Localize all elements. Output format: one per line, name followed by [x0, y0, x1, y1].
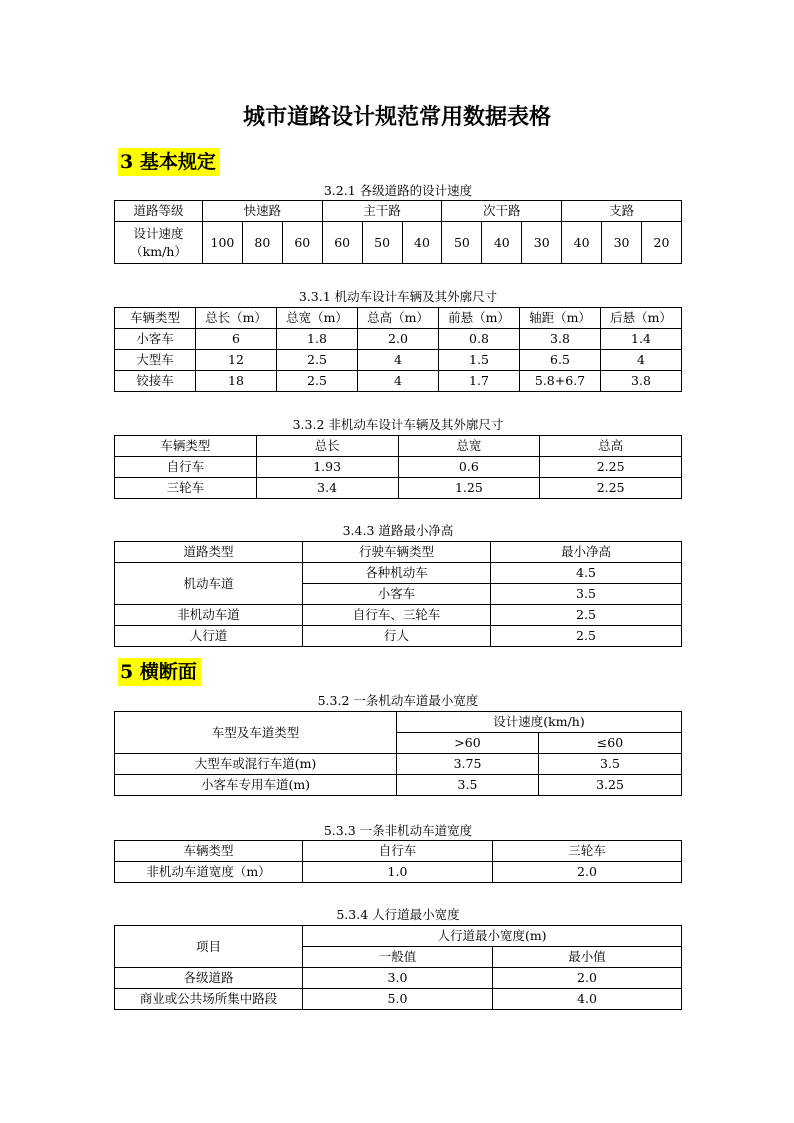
table-cell: 12: [196, 350, 277, 371]
header-cell: 支路: [562, 201, 682, 222]
table-cell: 6: [196, 329, 277, 350]
header-cell: 总宽: [398, 436, 540, 457]
table-row: [115, 754, 682, 775]
table-cell: 40: [562, 222, 602, 264]
table-cell: 1.5: [439, 350, 520, 371]
table-cell: 20: [641, 222, 681, 264]
table-caption-3-3-2: 3.3.2 非机动车设计车辆及其外廓尺寸: [292, 417, 504, 432]
table-cell: 2.25: [540, 478, 682, 499]
table-cell: 80: [242, 222, 282, 264]
table-cell: 40: [402, 222, 442, 264]
table-cell: 各级道路: [115, 968, 303, 989]
table-cell: 100: [203, 222, 243, 264]
header-cell: 设计速度(km/h): [397, 712, 682, 733]
table-row: [115, 329, 682, 350]
table-cell: 3.8: [601, 371, 682, 392]
header-cell: 车辆类型: [115, 436, 257, 457]
table-cell: 2.5: [277, 371, 358, 392]
table-cell: 商业或公共场所集中路段: [115, 989, 303, 1010]
non-motor-vehicle-dimensions-table: [114, 435, 682, 499]
header-cell: 自行车: [303, 841, 493, 862]
header-cell: >60: [397, 733, 539, 754]
table-row: [115, 605, 682, 626]
table-cell: 50: [442, 222, 482, 264]
table-cell: 50: [362, 222, 402, 264]
table-cell: 3.75: [397, 754, 539, 775]
header-cell: 总高（m）: [358, 308, 439, 329]
header-cell: 行驶车辆类型: [303, 542, 491, 563]
sidewalk-width-table: [114, 925, 682, 1010]
header-cell: 后悬（m）: [601, 308, 682, 329]
table-cell: 1.8: [277, 329, 358, 350]
table-cell: 4.5: [491, 563, 682, 584]
table-cell: 1.25: [398, 478, 540, 499]
table-row: [115, 222, 682, 264]
section-heading-cross-section: 5 横断面: [118, 658, 201, 686]
table-cell: 自行车: [115, 457, 257, 478]
table-cell: 3.5: [397, 775, 539, 796]
row-header-cell: 设计速度（km/h）: [115, 222, 203, 264]
table-header-row: [115, 926, 682, 947]
design-speed-table: [114, 200, 682, 264]
table-cell: 人行道: [115, 626, 303, 647]
header-cell: 总长（m）: [196, 308, 277, 329]
table-cell: 0.6: [398, 457, 540, 478]
table-cell: 60: [282, 222, 322, 264]
table-cell: 3.0: [303, 968, 493, 989]
table-cell: 1.93: [256, 457, 398, 478]
table-cell: 2.25: [540, 457, 682, 478]
table-cell: 各种机动车: [303, 563, 491, 584]
table-header-row: [115, 436, 682, 457]
table-row: [115, 350, 682, 371]
header-cell: 快速路: [203, 201, 323, 222]
header-cell: 轴距（m）: [520, 308, 601, 329]
header-cell: 主干路: [322, 201, 442, 222]
header-cell: 最小值: [493, 947, 682, 968]
table-cell: 2.5: [491, 626, 682, 647]
table-cell: 4: [358, 350, 439, 371]
header-cell: 总高: [540, 436, 682, 457]
table-cell: 小客车: [115, 329, 196, 350]
table-header-row: [115, 841, 682, 862]
table-header-row: [115, 308, 682, 329]
table-cell: 小客车: [303, 584, 491, 605]
table-row: [115, 862, 682, 883]
table-row: [115, 371, 682, 392]
table-cell: 1.7: [439, 371, 520, 392]
table-cell: 0.8: [439, 329, 520, 350]
table-caption-3-3-1: 3.3.1 机动车设计车辆及其外廓尺寸: [298, 289, 498, 304]
table-cell: 30: [602, 222, 642, 264]
table-cell: 40: [482, 222, 522, 264]
table-cell: 6.5: [520, 350, 601, 371]
table-header-row: [115, 201, 682, 222]
table-cell: 3.8: [520, 329, 601, 350]
table-cell: 自行车、三轮车: [303, 605, 491, 626]
header-cell: 次干路: [442, 201, 562, 222]
table-caption-5-3-3: 5.3.3 一条非机动车道宽度: [323, 823, 473, 838]
table-cell: 铰接车: [115, 371, 196, 392]
header-cell: 最小净高: [491, 542, 682, 563]
table-cell: 3.5: [491, 584, 682, 605]
table-cell: 60: [322, 222, 362, 264]
document-title: 城市道路设计规范常用数据表格: [242, 104, 551, 130]
table-caption-5-3-4: 5.3.4 人行道最小宽度: [336, 907, 460, 922]
header-cell: 车辆类型: [115, 841, 303, 862]
table-cell: 2.0: [358, 329, 439, 350]
header-cell: 人行道最小宽度(m): [303, 926, 682, 947]
table-cell: 4.0: [493, 989, 682, 1010]
table-cell: 小客车专用车道(m): [115, 775, 397, 796]
table-cell: 4: [601, 350, 682, 371]
header-cell: 道路类型: [115, 542, 303, 563]
header-cell: 项目: [115, 926, 303, 968]
section-heading-basic-rules: 3 基本规定: [118, 148, 220, 176]
table-cell: 机动车道: [115, 563, 303, 605]
non-motor-lane-width-table: [114, 840, 682, 883]
table-header-row: [115, 542, 682, 563]
motor-vehicle-dimensions-table: [114, 307, 682, 392]
table-cell: 3.5: [539, 754, 682, 775]
table-caption-3-4-3: 3.4.3 道路最小净高: [342, 523, 454, 538]
table-header-row: [115, 712, 682, 733]
table-cell: 1.4: [601, 329, 682, 350]
header-cell: 前悬（m）: [439, 308, 520, 329]
motor-lane-width-table: [114, 711, 682, 796]
table-cell: 2.0: [493, 862, 682, 883]
header-cell: 车辆类型: [115, 308, 196, 329]
table-cell: 非机动车道: [115, 605, 303, 626]
table-cell: 18: [196, 371, 277, 392]
header-cell: 车型及车道类型: [115, 712, 397, 754]
table-cell: 5.8+6.7: [520, 371, 601, 392]
table-cell: 非机动车道宽度（m）: [115, 862, 303, 883]
table-row: [115, 478, 682, 499]
table-cell: 行人: [303, 626, 491, 647]
table-caption-3-2-1: 3.2.1 各级道路的设计速度: [323, 183, 473, 198]
table-caption-5-3-2: 5.3.2 一条机动车道最小宽度: [317, 693, 479, 708]
minimum-clearance-table: [114, 541, 682, 647]
header-cell: 三轮车: [493, 841, 682, 862]
header-cell: ≤60: [539, 733, 682, 754]
table-row: [115, 968, 682, 989]
header-cell: 总宽（m）: [277, 308, 358, 329]
table-cell: 30: [522, 222, 562, 264]
table-cell: 大型车或混行车道(m): [115, 754, 397, 775]
table-row: [115, 563, 682, 584]
table-row: [115, 457, 682, 478]
table-cell: 3.4: [256, 478, 398, 499]
header-cell: 道路等级: [115, 201, 203, 222]
table-cell: 2.0: [493, 968, 682, 989]
header-cell: 一般值: [303, 947, 493, 968]
table-cell: 4: [358, 371, 439, 392]
table-cell: 5.0: [303, 989, 493, 1010]
table-row: [115, 775, 682, 796]
table-row: [115, 989, 682, 1010]
table-cell: 1.0: [303, 862, 493, 883]
table-cell: 2.5: [491, 605, 682, 626]
table-cell: 3.25: [539, 775, 682, 796]
header-cell: 总长: [256, 436, 398, 457]
table-cell: 三轮车: [115, 478, 257, 499]
table-cell: 大型车: [115, 350, 196, 371]
table-row: [115, 626, 682, 647]
table-cell: 2.5: [277, 350, 358, 371]
